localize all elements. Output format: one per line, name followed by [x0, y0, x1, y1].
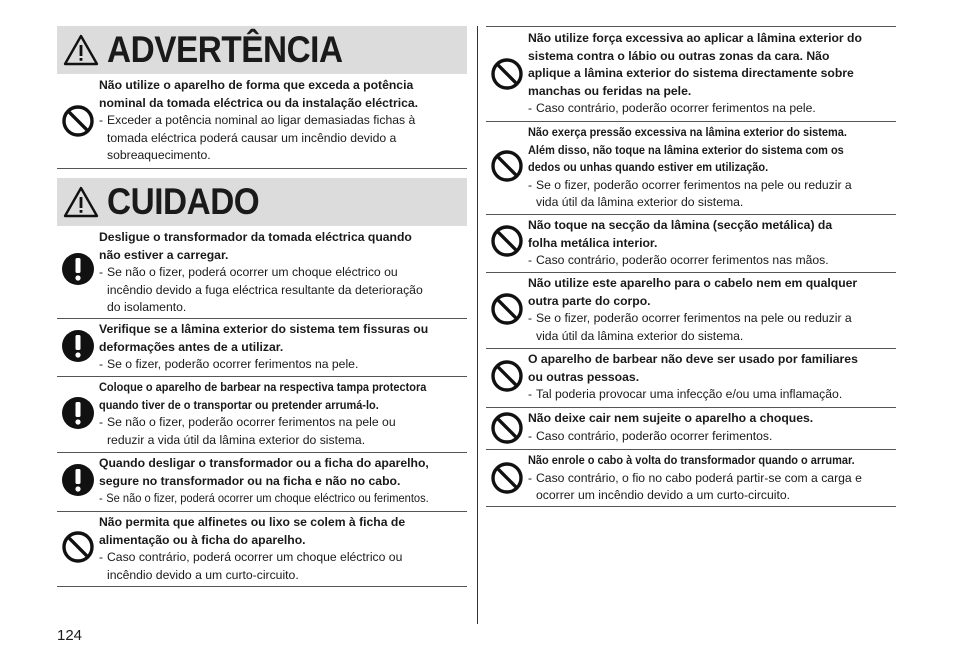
caution-entry: Quando desligar o transformador ou a ficha do aparelho, segure no transformador ou na ficha e não no cabo. - Se não o fizer, poderá ocorrer um choque eléctrico ou ferimentos. — [57, 452, 467, 512]
entry-note: tomada eléctrica poderá causar um incêndio devido a — [107, 130, 397, 145]
entry-note: vida útil da lâmina exterior do sistema. — [536, 195, 744, 210]
entry-note: Se não o fizer, poderá ocorrer um choque eléctrico ou — [107, 265, 398, 280]
entry-heading: quando tiver de o transportar ou pretender arrumá-lo. — [99, 397, 379, 412]
entry-note: Caso contrário, poderão ocorrer ferimentos nas mãos. — [536, 253, 829, 268]
entry-note: Caso contrário, poderão ocorrer ferimentos. — [536, 428, 773, 443]
mandatory-icon — [61, 463, 95, 497]
caution-entry: Não deixe cair nem sujeite o aparelho a choques. - Caso contrário, poderão ocorrer ferimentos. — [486, 407, 896, 450]
entry-heading: Além disso, não toque na lâmina exterior do sistema com os — [528, 142, 844, 157]
entry-heading: Não utilize o aparelho de forma que exceda a potência — [99, 78, 414, 92]
prohibition-icon — [490, 224, 524, 258]
warning-title: ADVERTÊNCIA — [107, 29, 343, 70]
caution-entry: Verifique se a lâmina exterior do sistema tem fissuras ou deformações antes de a utilizar. - Se o fizer, poderão ocorrer ferimentos na pele. — [57, 318, 467, 377]
prohibition-icon — [490, 57, 524, 91]
entry-heading: aplique a lâmina exterior do sistema directamente sobre — [528, 66, 854, 81]
caution-entry: Não utilize este aparelho para o cabelo nem em qualquer outra parte do corpo. - Se o fizer, poderão ocorrer ferimentos na pele ou reduzir a vida útil da lâmina exterior do sistema. — [486, 272, 896, 349]
caution-entry: Desligue o transformador da tomada eléctrica quando não estiver a carregar. - Se não o fizer, poderá ocorrer um choque eléctrico ou incêndio devido a fuga eléctrica resultante da deterioração do isolamento. — [57, 226, 467, 319]
entry-heading: alimentação ou à ficha do aparelho. — [99, 532, 306, 547]
entry-note: Se não o fizer, poderá ocorrer um choque eléctrico ou ferimentos. — [106, 491, 429, 506]
entry-heading: Não exerça pressão excessiva na lâmina exterior do sistema. — [528, 125, 847, 139]
prohibition-icon — [490, 359, 524, 393]
entry-heading: ou outras pessoas. — [528, 369, 640, 384]
entry-note: do isolamento. — [107, 300, 187, 315]
caution-entry: Não exerça pressão excessiva na lâmina exterior do sistema. Além disso, não toque na lâmina exterior do sistema com os dedos ou unhas quando estiver em utilização. - Se o fizer, poderão ocorrer ferimentos na pele ou reduzir a vida útil da lâmina exterior do sistema. — [486, 121, 896, 215]
entry-heading: Não permita que alfinetes ou lixo se colem à ficha de — [99, 515, 406, 529]
caution-banner — [57, 178, 467, 226]
entry-heading: Coloque o aparelho de barbear na respectiva tampa protectora — [99, 380, 427, 394]
entry-heading: Não toque na secção da lâmina (secção metálica) da — [528, 218, 833, 232]
page-number: 124 — [57, 627, 83, 644]
entry-heading: sistema contra o lábio ou outras zonas da cara. Não — [528, 48, 830, 63]
entry-note: Caso contrário, poderão ocorrer ferimentos na pele. — [536, 101, 816, 116]
entry-heading: Não deixe cair nem sujeite o aparelho a choques. — [528, 411, 814, 425]
entry-note: vida útil da lâmina exterior do sistema. — [536, 328, 744, 343]
column-divider — [477, 26, 478, 624]
warning-entry: Não utilize o aparelho de forma que exceda a potência nominal da tomada eléctrica ou da instalação eléctrica. - Exceder a potência nominal ao ligar demasiadas fichas à tomada eléctrica poderá causar um incêndio devido a sobreaquecimento. — [57, 74, 467, 169]
entry-note: ocorrer um incêndio devido a um curto-circuito. — [536, 488, 791, 503]
entry-note: Exceder a potência nominal ao ligar demasiadas fichas à — [107, 113, 416, 128]
entry-heading: dedos ou unhas quando estiver em utilização. — [528, 160, 769, 175]
prohibition-icon — [490, 461, 524, 495]
prohibition-icon — [490, 149, 524, 183]
mandatory-icon — [61, 252, 95, 286]
caution-entry: Coloque o aparelho de barbear na respectiva tampa protectora quando tiver de o transportar ou pretender arrumá-lo. - Se não o fizer, poderão ocorrer ferimentos na pele ou reduzir a vida útil da lâmina exterior do sistema. — [57, 376, 467, 453]
caution-entry: Não utilize força excessiva ao aplicar a lâmina exterior do sistema contra o lábio ou outras zonas da cara. Não aplique a lâmina exterior do sistema directamente sobre manchas ou feridas na pele. - Caso contrário, poderão ocorrer ferimentos na pele. — [486, 27, 896, 122]
entry-heading: não estiver a carregar. — [99, 247, 229, 262]
entry-heading: manchas ou feridas na pele. — [528, 83, 692, 98]
entry-note: Se o fizer, poderão ocorrer ferimentos na pele ou reduzir a — [536, 177, 852, 192]
entry-note: Tal poderia provocar uma infecção e/ou uma inflamação. — [536, 387, 843, 402]
prohibition-icon — [490, 411, 524, 445]
entry-note: sobreaquecimento. — [107, 148, 211, 163]
entry-note: reduzir a vida útil da lâmina exterior do sistema. — [107, 432, 366, 447]
entry-note: Se o fizer, poderão ocorrer ferimentos na pele. — [107, 357, 359, 372]
entry-heading: folha metálica interior. — [528, 235, 658, 250]
warning-triangle-icon — [63, 185, 99, 219]
entry-heading: outra parte do corpo. — [528, 293, 651, 308]
entry-heading: deformações antes de a utilizar. — [99, 339, 284, 354]
entry-heading: nominal da tomada eléctrica ou da instalação eléctrica. — [99, 95, 419, 110]
entry-heading: Não utilize este aparelho para o cabelo nem em qualquer — [528, 276, 858, 290]
prohibition-icon — [490, 292, 524, 326]
entry-heading: Quando desligar o transformador ou a ficha do aparelho, — [99, 456, 429, 470]
mandatory-icon — [61, 396, 95, 430]
entry-note: Se não o fizer, poderão ocorrer ferimentos na pele ou — [107, 415, 396, 430]
caution-entry: Não toque na secção da lâmina (secção metálica) da folha metálica interior. - Caso contrário, poderão ocorrer ferimentos nas mãos. — [486, 214, 896, 273]
warning-triangle-icon — [63, 33, 99, 67]
entry-heading: Desligue o transformador da tomada eléctrica quando — [99, 230, 412, 244]
entry-note: incêndio devido a fuga eléctrica resultante da deterioração — [107, 282, 423, 297]
warning-banner — [57, 26, 467, 74]
entry-heading: Não enrole o cabo à volta do transformador quando o arrumar. — [528, 453, 855, 467]
caution-title: CUIDADO — [107, 181, 260, 222]
caution-entry: Não permita que alfinetes ou lixo se colem à ficha de alimentação ou à ficha do aparelho. - Caso contrário, poderá ocorrer um choque eléctrico ou incêndio devido a um curto-circuito. — [57, 511, 467, 587]
prohibition-icon — [61, 530, 95, 564]
entry-note: Se o fizer, poderão ocorrer ferimentos na pele ou reduzir a — [536, 311, 852, 326]
caution-entry: Não enrole o cabo à volta do transformador quando o arrumar. - Caso contrário, o fio no cabo poderá partir-se com a carga e ocorrer um incêndio devido a um curto-circuito. — [486, 449, 896, 507]
entry-note: incêndio devido a um curto-circuito. — [107, 567, 299, 582]
mandatory-icon — [61, 329, 95, 363]
entry-heading: Não utilize força excessiva ao aplicar a lâmina exterior do — [528, 31, 862, 45]
entry-note: Caso contrário, poderá ocorrer um choque eléctrico ou — [107, 550, 403, 565]
entry-note: Caso contrário, o fio no cabo poderá partir-se com a carga e — [536, 470, 862, 485]
entry-heading: segure no transformador ou na ficha e não no cabo. — [99, 473, 401, 488]
entry-heading: O aparelho de barbear não deve ser usado por familiares — [528, 352, 858, 366]
caution-entry: O aparelho de barbear não deve ser usado por familiares ou outras pessoas. - Tal poderia provocar uma infecção e/ou uma inflamação. — [486, 348, 896, 408]
prohibition-icon — [61, 104, 95, 138]
entry-heading: Verifique se a lâmina exterior do sistema tem fissuras ou — [99, 322, 429, 336]
